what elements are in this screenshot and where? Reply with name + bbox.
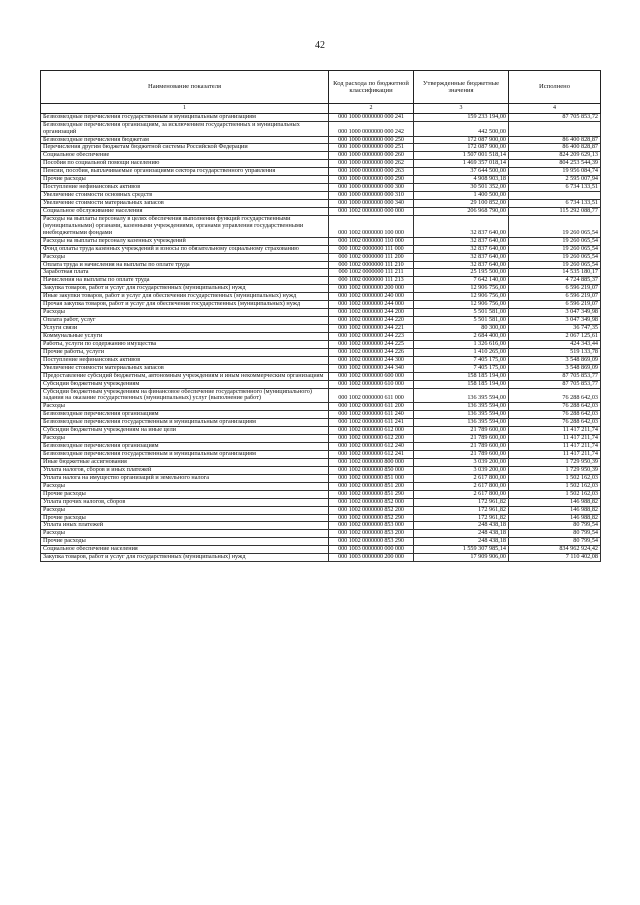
row-approved-value: 32 837 640,00 xyxy=(414,245,509,253)
row-approved-value: 172 087 900,00 xyxy=(414,144,509,152)
row-approved-value: 37 644 500,00 xyxy=(414,168,509,176)
row-indicator-name: Начисления на выплаты по оплате труда xyxy=(41,277,329,285)
row-executed-value: 804 253 544,39 xyxy=(509,160,601,168)
row-indicator-name: Заработная плата xyxy=(41,269,329,277)
row-indicator-name: Поступление нефинансовых активов xyxy=(41,184,329,192)
row-approved-value: 4 908 903,18 xyxy=(414,176,509,184)
row-executed-value: 519 133,78 xyxy=(509,348,601,356)
row-indicator-name: Субсидии бюджетным учреждениям на финансовое обеспечение государственного (муниципального) задания на оказание государственных (муниципальных) услуг (выполнение работ) xyxy=(41,388,329,403)
row-approved-value: 80 300,00 xyxy=(414,325,509,333)
row-budget-code: 000 1000 0000000 000 250 xyxy=(329,136,414,144)
row-indicator-name: Безвозмездные перечисления государственным и муниципальным организациям xyxy=(41,419,329,427)
row-approved-value: 17 909 906,00 xyxy=(414,554,509,562)
row-budget-code: 000 1002 0000000 111 213 xyxy=(329,277,414,285)
row-indicator-name: Социальное обеспечение xyxy=(41,152,329,160)
row-indicator-name: Прочие расходы xyxy=(41,490,329,498)
row-indicator-name: Увеличение стоимости материальных запасов xyxy=(41,200,329,208)
row-indicator-name: Оплата труда и начисления на выплаты по оплате труда xyxy=(41,261,329,269)
table-row xyxy=(41,490,601,498)
row-executed-value: 1 729 950,39 xyxy=(509,458,601,466)
row-approved-value: 7 405 175,00 xyxy=(414,364,509,372)
row-executed-value: 3 047 349,98 xyxy=(509,309,601,317)
row-executed-value: 11 417 211,74 xyxy=(509,435,601,443)
row-indicator-name: Коммунальные услуги xyxy=(41,332,329,340)
row-approved-value: 136 395 594,00 xyxy=(414,411,509,419)
row-executed-value: 6 596 219,07 xyxy=(509,293,601,301)
row-budget-code: 000 1003 0000000 200 000 xyxy=(329,554,414,562)
row-indicator-name: Иные бюджетные ассигнования xyxy=(41,458,329,466)
row-approved-value: 158 185 194,00 xyxy=(414,380,509,388)
row-approved-value: 442 500,00 xyxy=(414,121,509,136)
row-executed-value: 11 417 211,74 xyxy=(509,427,601,435)
row-executed-value: 4 724 885,37 xyxy=(509,277,601,285)
row-executed-value: 11 417 211,74 xyxy=(509,451,601,459)
row-approved-value: 172 961,82 xyxy=(414,506,509,514)
row-budget-code: 000 1002 0000000 111 211 xyxy=(329,269,414,277)
row-approved-value: 2 617 800,00 xyxy=(414,474,509,482)
row-budget-code: 000 1003 0000000 000 000 xyxy=(329,546,414,554)
row-executed-value: 6 596 219,07 xyxy=(509,301,601,309)
row-approved-value: 3 039 200,00 xyxy=(414,458,509,466)
row-approved-value: 2 684 400,00 xyxy=(414,332,509,340)
row-approved-value: 136 395 594,00 xyxy=(414,419,509,427)
row-budget-code: 000 1002 0000000 111 200 xyxy=(329,253,414,261)
row-budget-code: 000 1002 0000000 853 290 xyxy=(329,538,414,546)
row-executed-value: 19 260 065,54 xyxy=(509,237,601,245)
row-executed-value: 3 047 349,98 xyxy=(509,317,601,325)
row-budget-code: 000 1002 0000000 244 000 xyxy=(329,301,414,309)
row-indicator-name: Прочие работы, услуги xyxy=(41,348,329,356)
row-approved-value: 3 039 200,00 xyxy=(414,466,509,474)
row-executed-value: 87 705 853,72 xyxy=(509,113,601,121)
row-executed-value: 146 988,82 xyxy=(509,514,601,522)
row-indicator-name: Фонд оплаты труда казенных учреждений и взносы по обязательному социальному страхованию xyxy=(41,245,329,253)
row-budget-code: 000 1002 0000000 610 000 xyxy=(329,380,414,388)
row-indicator-name: Безвозмездные перечисления государственным и муниципальным организациям xyxy=(41,113,329,121)
row-indicator-name: Безвозмездные перечисления организациям xyxy=(41,411,329,419)
row-approved-value: 2 617 800,00 xyxy=(414,482,509,490)
table-row xyxy=(41,364,601,372)
table-row xyxy=(41,514,601,522)
row-indicator-name: Прочие расходы xyxy=(41,176,329,184)
row-indicator-name: Увеличение стоимости материальных запасов xyxy=(41,364,329,372)
row-indicator-name: Увеличение стоимости основных средств xyxy=(41,192,329,200)
row-budget-code: 000 1002 0000000 851 000 xyxy=(329,474,414,482)
table-row xyxy=(41,372,601,380)
row-budget-code: 000 1000 0000000 000 260 xyxy=(329,152,414,160)
row-budget-code: 000 1002 0000000 200 000 xyxy=(329,285,414,293)
row-indicator-name: Безвозмездные перечисления государственным и муниципальным организациям xyxy=(41,451,329,459)
row-executed-value: 36 747,35 xyxy=(509,325,601,333)
row-indicator-name: Субсидии бюджетным учреждениям xyxy=(41,380,329,388)
row-indicator-name: Расходы xyxy=(41,530,329,538)
row-indicator-name: Расходы xyxy=(41,435,329,443)
header-indicator-name: Наименование показателя xyxy=(41,71,329,104)
row-executed-value: 19 956 084,74 xyxy=(509,168,601,176)
row-budget-code: 000 1000 0000000 000 300 xyxy=(329,184,414,192)
row-indicator-name: Оплата работ, услуг xyxy=(41,317,329,325)
row-executed-value: 14 535 180,17 xyxy=(509,269,601,277)
row-budget-code: 000 1002 0000000 244 220 xyxy=(329,317,414,325)
row-budget-code: 000 1002 0000000 852 200 xyxy=(329,506,414,514)
row-executed-value: 146 988,82 xyxy=(509,506,601,514)
row-approved-value: 1 326 616,00 xyxy=(414,340,509,348)
row-executed-value: 87 705 853,77 xyxy=(509,372,601,380)
table-row xyxy=(41,121,601,136)
row-approved-value: 158 185 194,00 xyxy=(414,372,509,380)
row-budget-code: 000 1002 0000000 850 000 xyxy=(329,466,414,474)
row-executed-value: 76 288 642,03 xyxy=(509,411,601,419)
row-approved-value: 21 789 600,00 xyxy=(414,443,509,451)
row-budget-code: 000 1002 0000000 244 300 xyxy=(329,356,414,364)
row-budget-code: 000 1000 0000000 000 262 xyxy=(329,160,414,168)
row-approved-value: 32 837 640,00 xyxy=(414,253,509,261)
row-approved-value: 172 961,82 xyxy=(414,498,509,506)
row-approved-value: 248 438,18 xyxy=(414,538,509,546)
row-executed-value: 3 548 869,09 xyxy=(509,356,601,364)
table-row xyxy=(41,245,601,253)
table-row xyxy=(41,530,601,538)
row-budget-code: 000 1002 0000000 000 000 xyxy=(329,207,414,215)
row-executed-value: 424 343,44 xyxy=(509,340,601,348)
table-row xyxy=(41,482,601,490)
row-budget-code: 000 1002 0000000 611 241 xyxy=(329,419,414,427)
row-indicator-name: Уплата налогов, сборов и иных платежей xyxy=(41,466,329,474)
table-row xyxy=(41,554,601,562)
row-budget-code: 000 1000 0000000 000 251 xyxy=(329,144,414,152)
row-budget-code: 000 1002 0000000 111 210 xyxy=(329,261,414,269)
row-approved-value: 21 789 600,00 xyxy=(414,451,509,459)
row-indicator-name: Расходы xyxy=(41,482,329,490)
row-executed-value: 824 209 629,13 xyxy=(509,152,601,160)
row-budget-code: 000 1002 0000000 853 200 xyxy=(329,530,414,538)
row-indicator-name: Субсидии бюджетным учреждениям на иные цели xyxy=(41,427,329,435)
row-approved-value: 248 438,18 xyxy=(414,522,509,530)
table-row xyxy=(41,498,601,506)
row-indicator-name: Услуги связи xyxy=(41,325,329,333)
row-executed-value: 115 292 088,77 xyxy=(509,207,601,215)
row-approved-value: 248 438,18 xyxy=(414,530,509,538)
column-number: 1 xyxy=(41,104,329,114)
row-executed-value: 19 260 065,54 xyxy=(509,261,601,269)
row-executed-value: 19 260 065,54 xyxy=(509,253,601,261)
row-budget-code: 000 1000 0000000 000 290 xyxy=(329,176,414,184)
row-approved-value: 32 837 640,00 xyxy=(414,215,509,237)
row-indicator-name: Уплата прочих налогов, сборов xyxy=(41,498,329,506)
table-row xyxy=(41,261,601,269)
row-indicator-name: Предоставление субсидий бюджетным, автономным учреждениям и иным некоммерческим организациям xyxy=(41,372,329,380)
table-row xyxy=(41,253,601,261)
row-approved-value: 1 559 307 985,14 xyxy=(414,546,509,554)
row-indicator-name: Перечисления другим бюджетам бюджетной системы Российской Федерации xyxy=(41,144,329,152)
table-row xyxy=(41,168,601,176)
row-budget-code: 000 1000 0000000 000 242 xyxy=(329,121,414,136)
row-indicator-name: Закупка товаров, работ и услуг для государственных (муниципальных) нужд xyxy=(41,285,329,293)
row-executed-value: 2 595 007,94 xyxy=(509,176,601,184)
table-row xyxy=(41,380,601,388)
row-approved-value: 206 968 790,00 xyxy=(414,207,509,215)
row-budget-code: 000 1002 0000000 244 226 xyxy=(329,348,414,356)
row-executed-value: 7 110 402,08 xyxy=(509,554,601,562)
row-budget-code: 000 1002 0000000 612 240 xyxy=(329,443,414,451)
row-indicator-name: Расходы xyxy=(41,403,329,411)
row-budget-code: 000 1002 0000000 244 223 xyxy=(329,332,414,340)
row-executed-value: 87 705 853,77 xyxy=(509,380,601,388)
row-indicator-name: Прочие расходы xyxy=(41,538,329,546)
row-approved-value: 7 405 175,00 xyxy=(414,356,509,364)
row-budget-code: 000 1002 0000000 600 000 xyxy=(329,372,414,380)
row-executed-value: 86 400 828,87 xyxy=(509,136,601,144)
row-executed-value: 1 502 162,03 xyxy=(509,482,601,490)
row-indicator-name: Расходы xyxy=(41,253,329,261)
row-budget-code: 000 1002 0000000 851 290 xyxy=(329,490,414,498)
row-executed-value: 6 596 219,07 xyxy=(509,285,601,293)
row-approved-value: 7 642 140,00 xyxy=(414,277,509,285)
row-executed-value xyxy=(509,121,601,136)
row-budget-code: 000 1002 0000000 611 000 xyxy=(329,388,414,403)
row-indicator-name: Безвозмездные перечисления организациям, за исключением государственных и муниципальных организаций xyxy=(41,121,329,136)
row-budget-code: 000 1000 0000000 000 310 xyxy=(329,192,414,200)
row-budget-code: 000 1002 0000000 611 240 xyxy=(329,411,414,419)
row-indicator-name: Пенсии, пособия, выплачиваемые организациями сектора государственного управления xyxy=(41,168,329,176)
row-approved-value: 172 961,82 xyxy=(414,514,509,522)
row-executed-value: 11 417 211,74 xyxy=(509,443,601,451)
row-executed-value: 80 799,54 xyxy=(509,522,601,530)
page-number: 42 xyxy=(315,40,325,51)
row-budget-code: 000 1002 0000000 110 000 xyxy=(329,237,414,245)
row-budget-code: 000 1000 0000000 000 340 xyxy=(329,200,414,208)
row-budget-code: 000 1002 0000000 244 340 xyxy=(329,364,414,372)
row-indicator-name: Социальное обеспечение населения xyxy=(41,546,329,554)
row-executed-value: 1 502 162,03 xyxy=(509,490,601,498)
table-row xyxy=(41,474,601,482)
row-approved-value: 32 837 640,00 xyxy=(414,261,509,269)
row-budget-code: 000 1002 0000000 800 000 xyxy=(329,458,414,466)
row-executed-value: 2 067 125,61 xyxy=(509,332,601,340)
row-executed-value: 86 400 828,87 xyxy=(509,144,601,152)
row-indicator-name: Уплата налога на имущество организаций и земельного налога xyxy=(41,474,329,482)
row-budget-code: 000 1002 0000000 611 200 xyxy=(329,403,414,411)
row-indicator-name: Расходы на выплаты персоналу в целях обеспечения выполнения функций государственными (муниципальными) органами, казенными учреждениями, органами управления государственными внебюджетными фондами xyxy=(41,215,329,237)
row-indicator-name: Пособия по социальной помощи населению xyxy=(41,160,329,168)
row-budget-code: 000 1002 0000000 852 000 xyxy=(329,498,414,506)
row-budget-code: 000 1002 0000000 100 000 xyxy=(329,215,414,237)
row-approved-value: 5 501 581,00 xyxy=(414,317,509,325)
row-budget-code: 000 1002 0000000 612 241 xyxy=(329,451,414,459)
row-approved-value: 29 100 852,00 xyxy=(414,200,509,208)
column-number: 4 xyxy=(509,104,601,114)
row-budget-code: 000 1002 0000000 244 200 xyxy=(329,309,414,317)
row-executed-value: 76 288 642,03 xyxy=(509,388,601,403)
row-approved-value: 1 507 001 518,14 xyxy=(414,152,509,160)
row-budget-code: 000 1002 0000000 111 000 xyxy=(329,245,414,253)
row-executed-value: 76 288 642,03 xyxy=(509,403,601,411)
row-indicator-name: Расходы xyxy=(41,309,329,317)
budget-execution-table xyxy=(40,70,601,562)
row-executed-value: 80 799,54 xyxy=(509,538,601,546)
table-row xyxy=(41,427,601,435)
row-indicator-name: Расходы на выплаты персоналу казенных учреждений xyxy=(41,237,329,245)
row-approved-value: 172 087 900,00 xyxy=(414,136,509,144)
row-approved-value: 21 789 600,00 xyxy=(414,427,509,435)
row-executed-value: 76 288 642,03 xyxy=(509,419,601,427)
table-row xyxy=(41,309,601,317)
row-executed-value: 1 729 950,39 xyxy=(509,466,601,474)
row-approved-value: 136 395 594,00 xyxy=(414,388,509,403)
row-indicator-name: Прочие расходы xyxy=(41,514,329,522)
row-budget-code: 000 1002 0000000 612 000 xyxy=(329,427,414,435)
table-row xyxy=(41,340,601,348)
row-executed-value: 834 962 924,42 xyxy=(509,546,601,554)
row-budget-code: 000 1000 0000000 000 263 xyxy=(329,168,414,176)
row-budget-code: 000 1002 0000000 853 000 xyxy=(329,522,414,530)
row-executed-value: 1 502 162,03 xyxy=(509,474,601,482)
row-approved-value: 136 395 594,00 xyxy=(414,403,509,411)
row-approved-value: 12 906 756,00 xyxy=(414,301,509,309)
table-row xyxy=(41,522,601,530)
row-approved-value: 32 837 640,00 xyxy=(414,237,509,245)
row-executed-value: 6 734 133,51 xyxy=(509,184,601,192)
row-executed-value: 19 260 065,54 xyxy=(509,245,601,253)
row-executed-value: 3 548 869,09 xyxy=(509,364,601,372)
row-indicator-name: Иные закупки товаров, работ и услуг для обеспечения государственных (муниципальных) нужд xyxy=(41,293,329,301)
row-indicator-name: Прочая закупка товаров, работ и услуг для обеспечения государственных (муниципальных) нужд xyxy=(41,301,329,309)
row-indicator-name: Социальное обслуживание населения xyxy=(41,207,329,215)
header-executed: Исполнено xyxy=(509,71,601,104)
column-number: 2 xyxy=(329,104,414,114)
table-row xyxy=(41,215,601,237)
table-row xyxy=(41,237,601,245)
row-indicator-name: Безвозмездные перечисления организациям xyxy=(41,443,329,451)
row-approved-value: 1 469 357 018,14 xyxy=(414,160,509,168)
row-approved-value: 159 233 194,00 xyxy=(414,113,509,121)
row-indicator-name: Работы, услуги по содержанию имущества xyxy=(41,340,329,348)
row-indicator-name: Безвозмездные перечисления бюджетам xyxy=(41,136,329,144)
row-approved-value: 12 906 756,00 xyxy=(414,293,509,301)
row-budget-code: 000 1002 0000000 851 200 xyxy=(329,482,414,490)
row-executed-value: 146 988,82 xyxy=(509,498,601,506)
row-approved-value: 1 400 500,00 xyxy=(414,192,509,200)
row-indicator-name: Поступление нефинансовых активов xyxy=(41,356,329,364)
row-approved-value: 1 410 265,00 xyxy=(414,348,509,356)
row-budget-code: 000 1002 0000000 612 200 xyxy=(329,435,414,443)
table-body xyxy=(41,113,601,561)
table-row xyxy=(41,144,601,152)
column-number: 3 xyxy=(414,104,509,114)
row-approved-value: 5 501 581,00 xyxy=(414,309,509,317)
table-row xyxy=(41,301,601,309)
row-executed-value: 19 260 065,54 xyxy=(509,215,601,237)
table-row xyxy=(41,388,601,403)
row-indicator-name: Закупка товаров, работ и услуг для государственных (муниципальных) нужд xyxy=(41,554,329,562)
row-budget-code: 000 1002 0000000 852 290 xyxy=(329,514,414,522)
row-approved-value: 12 906 756,00 xyxy=(414,285,509,293)
table-row xyxy=(41,325,601,333)
row-indicator-name: Уплата иных платежей xyxy=(41,522,329,530)
row-budget-code: 000 1002 0000000 244 225 xyxy=(329,340,414,348)
row-approved-value: 2 617 800,00 xyxy=(414,490,509,498)
row-budget-code: 000 1002 0000000 240 000 xyxy=(329,293,414,301)
table-row xyxy=(41,113,601,121)
row-approved-value: 25 195 500,00 xyxy=(414,269,509,277)
row-executed-value: 6 734 133,51 xyxy=(509,200,601,208)
row-approved-value: 30 501 352,00 xyxy=(414,184,509,192)
row-approved-value: 21 789 600,00 xyxy=(414,435,509,443)
row-budget-code: 000 1002 0000000 244 221 xyxy=(329,325,414,333)
row-executed-value: 80 799,54 xyxy=(509,530,601,538)
row-budget-code: 000 1000 0000000 000 241 xyxy=(329,113,414,121)
table-row xyxy=(41,506,601,514)
row-indicator-name: Расходы xyxy=(41,506,329,514)
header-approved: Утвержденные бюджетные значения xyxy=(414,71,509,104)
table-row xyxy=(41,317,601,325)
header-budget-code: Код расхода по бюджетной классификации xyxy=(329,71,414,104)
